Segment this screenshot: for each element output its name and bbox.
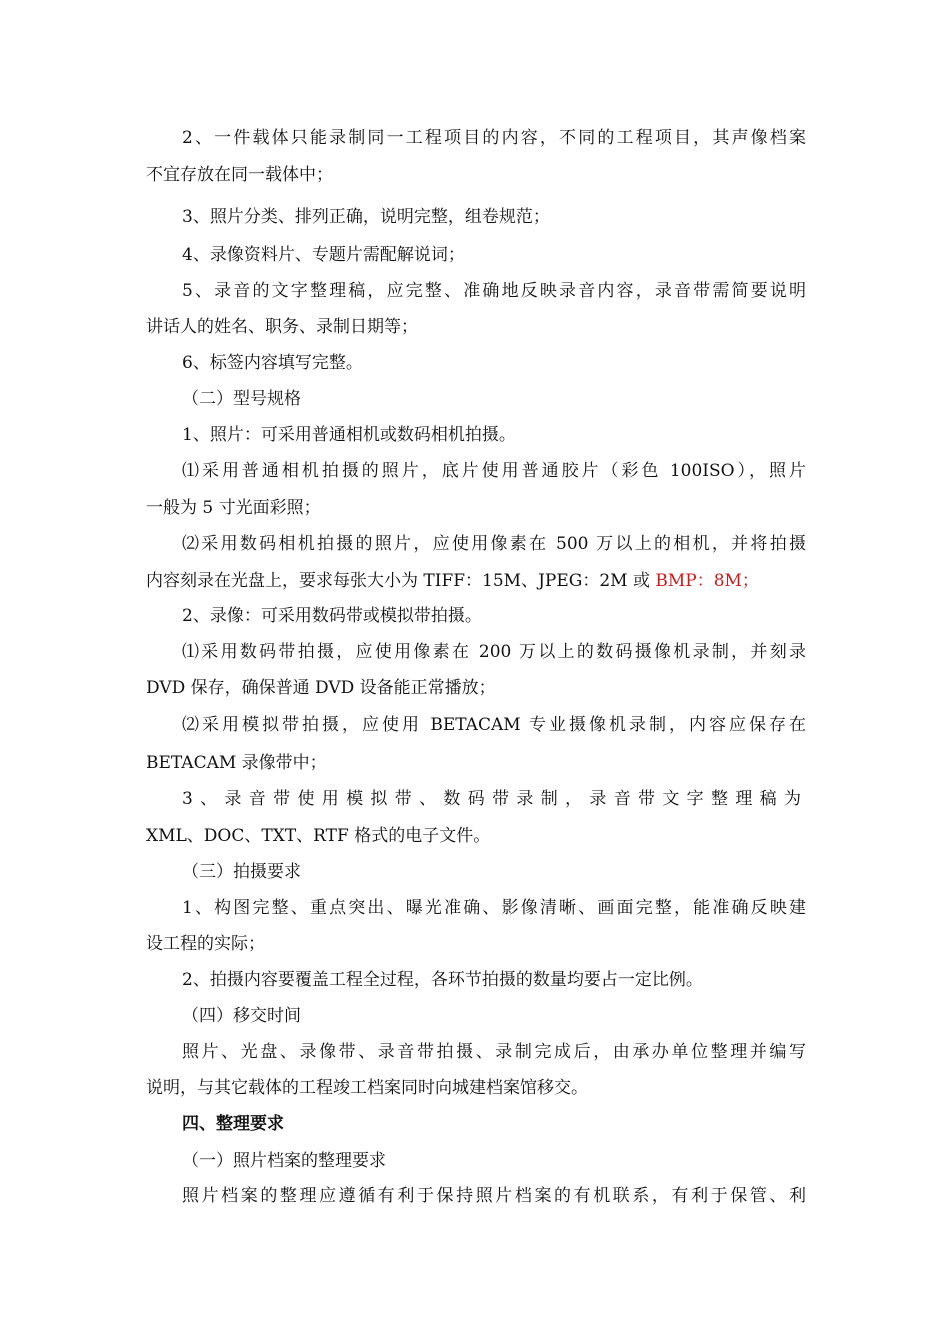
paragraph-line: 一般为 5 寸光面彩照； — [146, 498, 321, 518]
highlighted-text: BMP：8M； — [655, 571, 759, 591]
section-heading: （四）移交时间 — [182, 1006, 301, 1026]
paragraph-line: 讲话人的姓名、职务、录制日期等； — [146, 317, 418, 337]
paragraph-line: 3、录音带使用模拟带、数码带录制，录音带文字整理稿为 — [182, 789, 806, 809]
paragraph-line: BETACAM 录像带中； — [146, 753, 327, 773]
paragraph-line: 照片、光盘、录像带、录音带拍摄、录制完成后，由承办单位整理并编写 — [182, 1042, 806, 1062]
paragraph-line: 照片档案的整理应遵循有利于保持照片档案的有机联系，有利于保管、利 — [182, 1186, 806, 1206]
paragraph-line: 3、照片分类、排列正确，说明完整，组卷规范； — [182, 207, 550, 227]
paragraph-line: ⑵采用数码相机拍摄的照片，应使用像素在 500 万以上的相机，并将拍摄 — [182, 534, 806, 554]
paragraph-line: 设工程的实际； — [146, 934, 265, 954]
paragraph-line: 1、构图完整、重点突出、曝光准确、影像清晰、画面完整，能准确反映建 — [182, 898, 806, 918]
paragraph-line: DVD 保存，确保普通 DVD 设备能正常播放； — [146, 678, 496, 698]
section-heading: （一）照片档案的整理要求 — [182, 1151, 386, 1171]
paragraph-line: 4、录像资料片、专题片需配解说词； — [182, 245, 465, 265]
section-heading: （二）型号规格 — [182, 389, 301, 409]
paragraph-line: ⑴采用普通相机拍摄的照片，底片使用普通胶片（彩色 100ISO），照片 — [182, 461, 806, 481]
paragraph-line: 2、拍摄内容要覆盖工程全过程，各环节拍摄的数量均要占一定比例。 — [182, 970, 703, 990]
paragraph-line: 6、标签内容填写完整。 — [182, 353, 363, 373]
section-heading: （三）拍摄要求 — [182, 862, 301, 882]
paragraph-line: ⑵采用模拟带拍摄，应使用 BETACAM 专业摄像机录制，内容应保存在 — [182, 715, 806, 735]
paragraph-text: 内容刻录在光盘上，要求每张大小为 TIFF：15M、JPEG：2M 或 — [146, 571, 656, 591]
paragraph-line: 说明，与其它载体的工程竣工档案同时向城建档案馆移交。 — [146, 1078, 588, 1098]
paragraph-line: 1、照片：可采用普通相机或数码相机拍摄。 — [182, 425, 516, 445]
paragraph-line — [146, 570, 806, 592]
paragraph-line: 2、录像：可采用数码带或模拟带拍摄。 — [182, 606, 482, 626]
paragraph-line: ⑴采用数码带拍摄，应使用像素在 200 万以上的数码摄像机录制，并刻录 — [182, 642, 806, 662]
paragraph-line: 不宜存放在同一载体中； — [146, 165, 333, 185]
paragraph-line: 2、一件载体只能录制同一工程项目的内容，不同的工程项目，其声像档案 — [182, 128, 806, 148]
chapter-heading: 四、整理要求 — [182, 1114, 284, 1134]
paragraph-line: XML、DOC、TXT、RTF 格式的电子文件。 — [146, 826, 491, 846]
paragraph-line: 5、录音的文字整理稿，应完整、准确地反映录音内容，录音带需简要说明 — [182, 281, 806, 301]
